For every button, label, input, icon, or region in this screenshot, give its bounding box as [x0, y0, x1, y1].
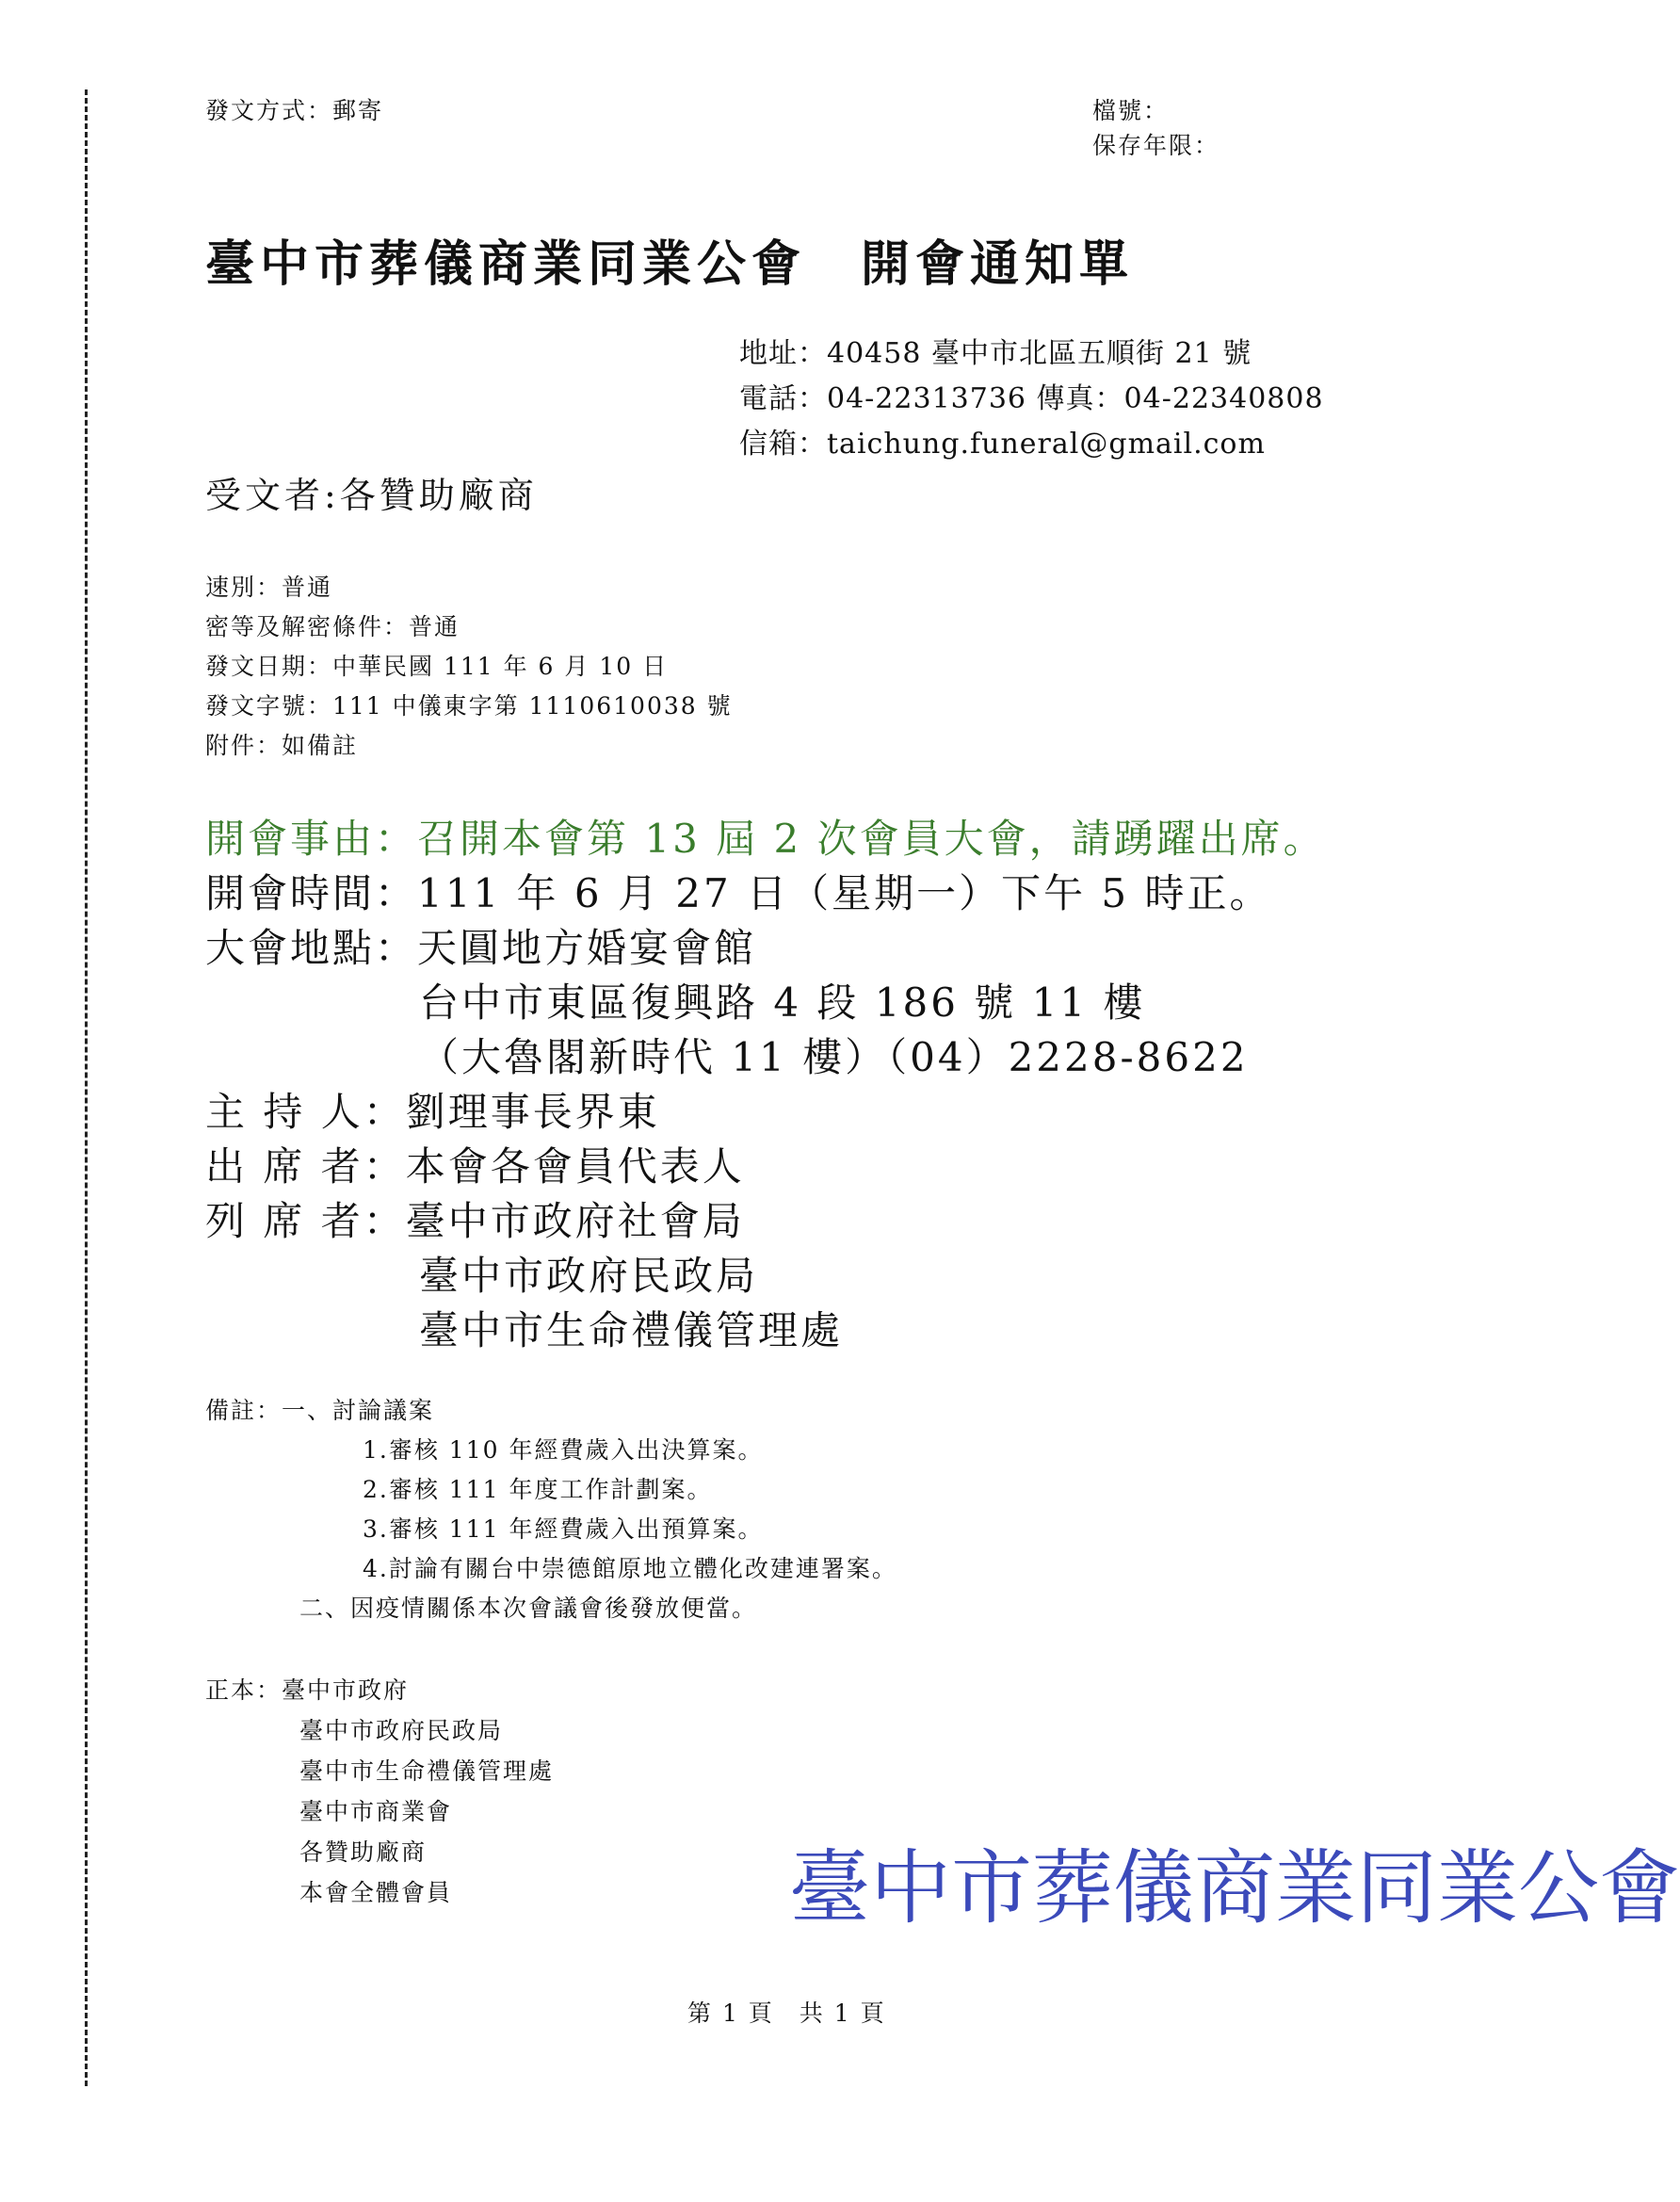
meeting-subject: 開會事由：召開本會第 13 屆 2 次會員大會，請踴躍出席。 [205, 816, 1326, 862]
recipient: 受文者:各贊助廠商 [205, 475, 538, 516]
note-item: 2.審核 111 年度工作計劃案。 [363, 1476, 713, 1503]
copy-recipient: 臺中市商業會 [299, 1798, 453, 1825]
note-item: 3.審核 111 年經費歲入出預算案。 [363, 1515, 764, 1543]
meeting-chair: 主 持 人：劉理事長界東 [205, 1089, 660, 1135]
copy-recipient: 各贊助廠商 [299, 1838, 428, 1866]
file-number: 檔號： [1092, 97, 1170, 124]
attachment: 附件：如備註 [205, 732, 359, 759]
meeting-venue: 大會地點：天圓地方婚宴會館 [205, 925, 757, 971]
meeting-attendees: 出 席 者：本會各會員代表人 [205, 1143, 745, 1190]
copies-label: 正本：臺中市政府 [205, 1676, 410, 1704]
observer-item: 臺中市生命禮儀管理處 [419, 1307, 844, 1353]
meeting-time: 開會時間：111 年 6 月 27 日（星期一）下午 5 時正。 [205, 870, 1272, 916]
document-title: 臺中市葬儀商業同業公會 開會通知單 [205, 235, 1135, 293]
binding-line [85, 89, 88, 2086]
document-number: 發文字號：111 中儀東字第 1110610038 號 [205, 692, 733, 720]
seal-stamp: 臺中市葬儀商業同業公會 [789, 1841, 1680, 1935]
contact-phone: 電話：04-22313736 傳真：04-22340808 [739, 382, 1324, 415]
venue-building: （大魯閣新時代 11 樓）（04）2228-8622 [419, 1034, 1249, 1080]
observer-item: 臺中市政府民政局 [419, 1253, 759, 1299]
copy-recipient: 臺中市政府民政局 [299, 1717, 504, 1744]
page-footer: 第 1 頁 共 1 頁 [687, 2000, 886, 2027]
note-item: 4.討論有關台中崇德館原地立體化改建連署案。 [363, 1555, 897, 1582]
speed: 速別：普通 [205, 574, 333, 601]
secrecy: 密等及解密條件：普通 [205, 613, 460, 640]
contact-email: 信箱：taichung.funeral@gmail.com [739, 428, 1266, 461]
issue-date: 發文日期：中華民國 111 年 6 月 10 日 [205, 653, 669, 680]
copy-recipient: 本會全體會員 [299, 1879, 453, 1906]
retention-period: 保存年限： [1092, 132, 1220, 159]
send-method: 發文方式：郵寄 [205, 97, 384, 124]
venue-address: 台中市東區復興路 4 段 186 號 11 樓 [419, 980, 1146, 1026]
note-item: 1.審核 110 年經費歲入出決算案。 [363, 1436, 764, 1464]
note-second: 二、因疫情關係本次會議會後發放便當。 [299, 1595, 758, 1622]
meeting-observers: 列 席 者：臺中市政府社會局 [205, 1198, 745, 1244]
copy-recipient: 臺中市生命禮儀管理處 [299, 1757, 555, 1785]
notes-label: 備註：一、討論議案 [205, 1397, 435, 1424]
contact-address: 地址：40458 臺中市北區五順街 21 號 [739, 337, 1252, 370]
